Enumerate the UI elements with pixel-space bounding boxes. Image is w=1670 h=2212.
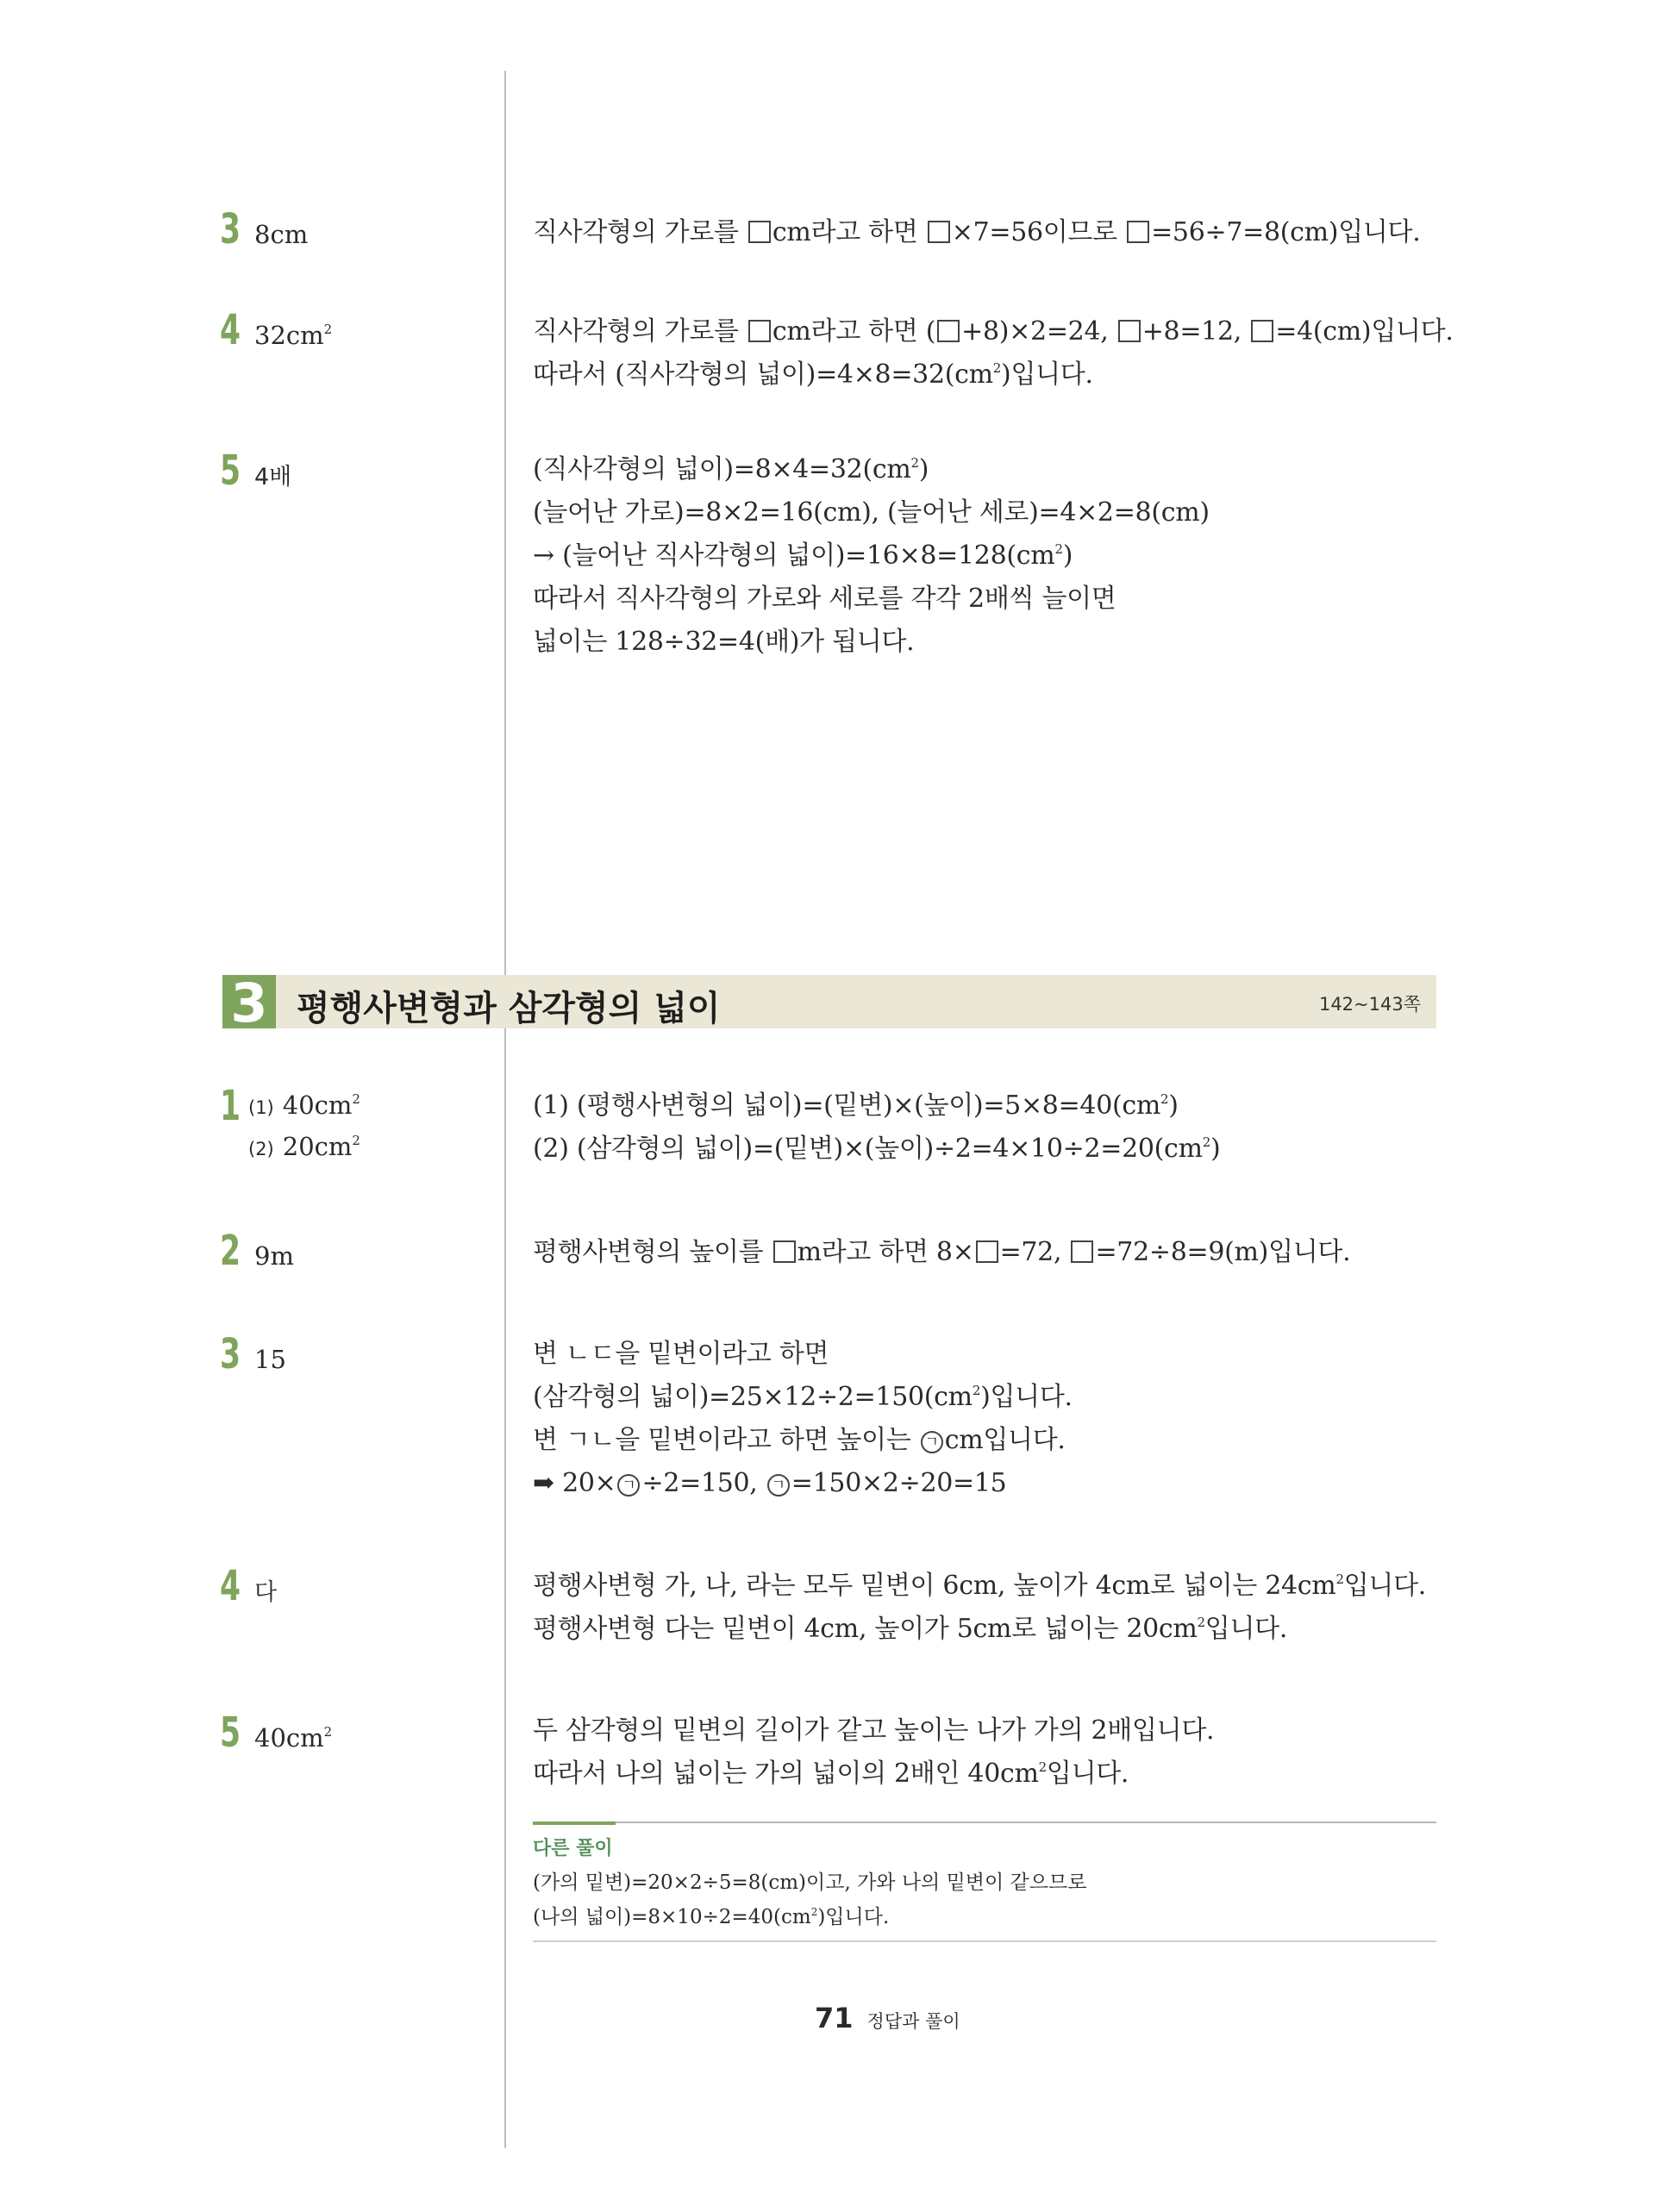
superscript: 2 (972, 1383, 981, 1398)
answer-3 (220, 205, 308, 253)
question-number: 4 (220, 306, 241, 354)
question-number: 1 (220, 1082, 241, 1130)
circled-letter: ㄱ (617, 1474, 640, 1497)
solution-line: (삼각형의 넓이)$=25\times 12\div 2=150(cm^2)$입니다. (533, 1382, 1073, 1412)
answer-1-sub2: (2) $20cm^2$ (248, 1132, 360, 1161)
answer-text: 다 (254, 1579, 278, 1606)
solution-line: → (늘어난 직사각형의 넓이)$=16\times 8=128(cm^2)$ (533, 541, 1073, 571)
superscript: 2 (1335, 1572, 1344, 1587)
column-divider (504, 71, 506, 2148)
blank-box-icon (928, 221, 950, 243)
solution-line: 따라서 직사각형의 가로와 세로를 각각 2배씩 늘이면 (533, 584, 1116, 614)
blank-box-icon (937, 320, 960, 342)
circled-letter: ㄱ (921, 1431, 943, 1453)
footer-label: 정답과 풀이 (866, 2011, 960, 2032)
solution-line: 직사각형의 가로를 cm라고 하면 ×7=56이므로 =56÷7=8(cm)입니다. (533, 217, 1421, 247)
alternate-solution-box (533, 1821, 1436, 1942)
blank-box-icon (748, 320, 771, 342)
solution-line: 따라서 (직사각형의 넓이)$=4\times 8=32(cm^2)$입니다. (533, 359, 1093, 390)
blank-box-icon (976, 1240, 998, 1263)
answer-text: 9m (254, 1241, 294, 1271)
solution-line: (직사각형의 넓이)$=8\times 4=32(cm^2)$ (533, 454, 929, 484)
page-number: 71 (815, 2002, 854, 2034)
solution-line: 평행사변형 다는 밑변이 4cm, 높이가 5cm로 넓이는 $20cm^2$입니다. (533, 1614, 1288, 1644)
solution-line: 평행사변형의 높이를 m라고 하면 8× =72, =72÷8=9(m)입니다. (533, 1237, 1351, 1267)
blank-box-icon (1071, 1240, 1093, 1263)
solution-line: 직사각형의 가로를 cm라고 하면 ( +8)×2=24, +8=12, =4(cm)입니다. (533, 316, 1454, 347)
answer-5b (220, 1709, 332, 1757)
answer-5 (220, 447, 291, 495)
note-accent-bar (533, 1821, 616, 1825)
section-number: 3 (222, 975, 276, 1028)
answer-text: 8cm (254, 220, 309, 249)
blank-box-icon (1118, 320, 1141, 342)
solution-line: (늘어난 가로)=8×2=16(cm), (늘어난 세로)=4×2=8(cm) (533, 497, 1210, 528)
answer-text: $32cm^2$ (254, 321, 333, 350)
solution-line: 두 삼각형의 밑변의 길이가 같고 높이는 나가 가의 2배입니다. (533, 1715, 1215, 1746)
solution-4b (533, 1565, 1438, 1651)
answer-text: 4배 (254, 464, 292, 491)
solution-line: ➡ 20× ㄱ ÷2=150, ㄱ =150×2÷20=15 (533, 1468, 1007, 1498)
question-number: 3 (220, 1330, 241, 1378)
solution-line: 넓이는 128÷32=4(배)가 됩니다. (533, 627, 915, 657)
question-number: 3 (220, 205, 241, 253)
solution-line: 평행사변형 가, 나, 라는 모두 밑변이 6cm, 높이가 4cm로 넓이는 $24cm^2$입니다. (533, 1571, 1426, 1601)
circled-letter: ㄱ (767, 1474, 790, 1497)
solution-line: 변 ㄱㄴ을 밑변이라고 하면 높이는 ㄱ cm입니다. (533, 1425, 1066, 1455)
superscript: 2 (910, 455, 919, 471)
blank-box-icon (748, 221, 771, 243)
superscript: 2 (992, 360, 1002, 376)
answer-4 (220, 306, 332, 354)
superscript: 2 (810, 1906, 818, 1918)
solution-line: (1) (평행사변형의 넓이)=(밑변)×(높이)$=5\times 8=40(cm^2)$ (533, 1090, 1179, 1121)
solution-4 (533, 310, 1454, 397)
question-number: 5 (220, 447, 241, 495)
section-header (222, 975, 1436, 1028)
answer-text: 15 (254, 1345, 286, 1374)
question-number: 2 (220, 1227, 241, 1275)
answer-2 (220, 1227, 294, 1275)
superscript: 2 (1038, 1759, 1047, 1775)
solution-line: 따라서 나의 넓이는 가의 넓이의 2배인 $40cm^2$입니다. (533, 1759, 1129, 1789)
blank-box-icon (773, 1240, 796, 1263)
question-number: 5 (220, 1709, 241, 1757)
superscript: 2 (1160, 1091, 1169, 1107)
solution-5 (533, 448, 1438, 664)
solution-line: (2) (삼각형의 넓이)=(밑변)×(높이)$\div 2=4\times 10\div 2=20(cm^2)$ (533, 1134, 1221, 1164)
answer-text: $40cm^2$ (254, 1723, 333, 1753)
solution-3 (533, 211, 1438, 254)
blank-box-icon (1251, 320, 1273, 342)
section-page-range: 142~143쪽 (1318, 994, 1421, 1015)
solution-5b (533, 1709, 1438, 1796)
blank-box-icon (1127, 221, 1149, 243)
question-number: 4 (220, 1562, 241, 1610)
superscript: 2 (1197, 1615, 1205, 1630)
answer-1-sub1: (1) $40cm^2$ (248, 1090, 360, 1120)
note-line-2: (나의 넓이)$=8\times 10\div 2=40(cm^2)$입니다. (533, 1906, 890, 1928)
superscript: 2 (1054, 541, 1063, 557)
solution-2 (533, 1231, 1438, 1274)
superscript: 2 (1202, 1134, 1210, 1150)
solution-line: 변 ㄴㄷ을 밑변이라고 하면 (533, 1339, 829, 1369)
solution-1 (533, 1084, 1438, 1171)
answer-4b (220, 1562, 277, 1610)
note-title: 다른 풀이 (533, 1838, 613, 1859)
section-title: 평행사변형과 삼각형의 넓이 (297, 989, 721, 1028)
page-footer (815, 2002, 960, 2034)
solution-3b (533, 1333, 1438, 1505)
answer-3b (220, 1330, 286, 1378)
note-line-1: (가의 밑변)=20×2÷5=8(cm)이고, 가와 나의 밑변이 같으므로 (533, 1871, 1087, 1894)
